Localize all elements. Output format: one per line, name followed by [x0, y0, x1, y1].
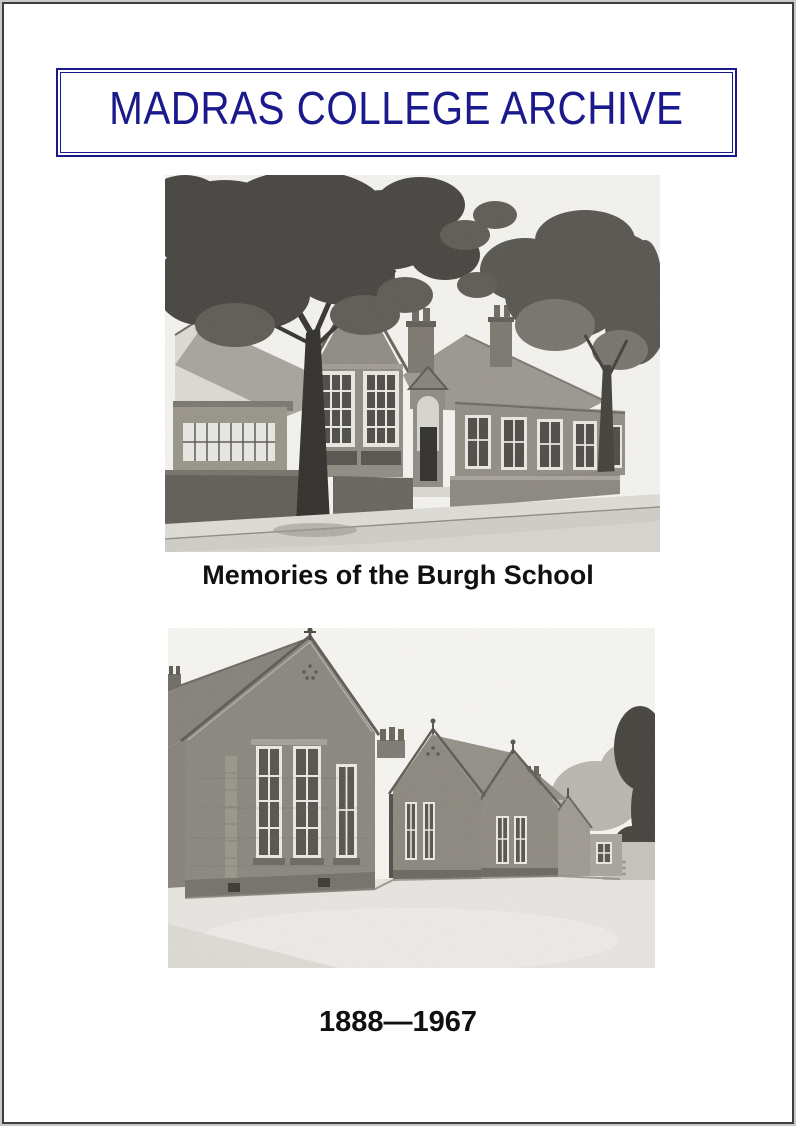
photo-playground-view — [168, 628, 655, 968]
photo-caption: Memories of the Burgh School — [202, 560, 594, 590]
document-page — [2, 2, 794, 1124]
street-view-illustration — [165, 175, 660, 552]
playground-view-illustration — [168, 628, 655, 968]
title-box-inner-border — [60, 72, 733, 153]
page-title: MADRAS COLLEGE ARCHIVE — [109, 81, 684, 134]
date-range: 1888—1967 — [318, 1006, 478, 1038]
photo-street-view — [165, 175, 660, 552]
title-box — [56, 68, 737, 157]
